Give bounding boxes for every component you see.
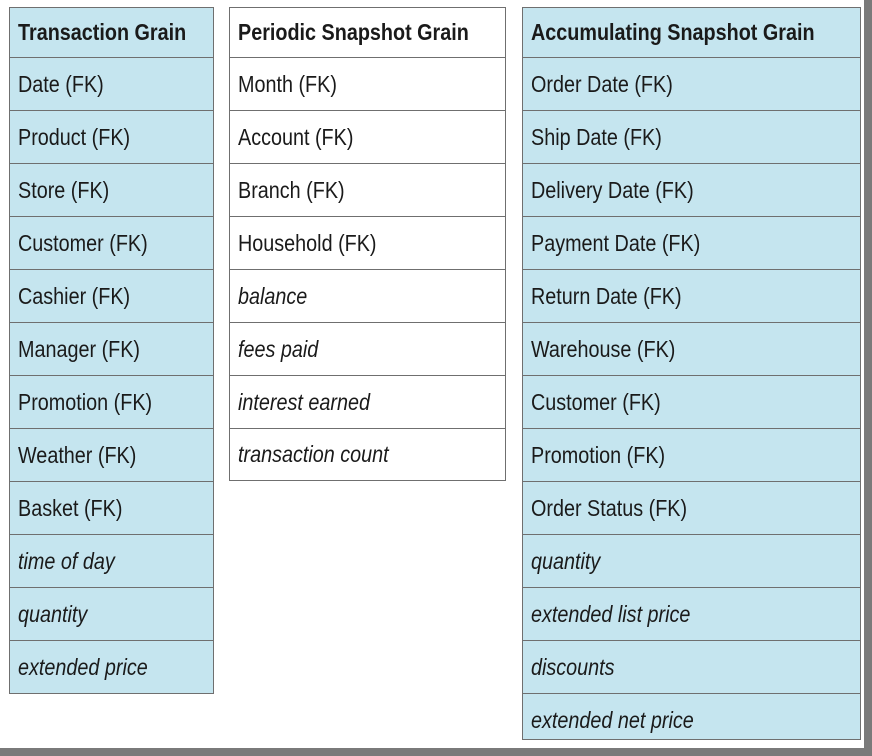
- key-field: Cashier (FK): [10, 270, 213, 323]
- fact-field: interest earned: [230, 376, 505, 429]
- periodic-snapshot-grain-table: [229, 7, 506, 481]
- fact-field: transaction count: [238, 441, 389, 467]
- fact-field: time of day: [10, 535, 213, 588]
- key-field: Household (FK): [230, 217, 505, 270]
- key-field: Date (FK): [10, 58, 213, 111]
- accumulating-snapshot-grain-table: [522, 7, 861, 740]
- key-field: Account (FK): [230, 111, 505, 164]
- key-field: Month (FK): [230, 58, 505, 111]
- key-field: Return Date (FK): [523, 270, 860, 323]
- transaction-grain-table: [9, 7, 214, 694]
- fact-field: quantity: [523, 535, 860, 588]
- key-field: Manager (FK): [10, 323, 213, 376]
- key-field: Order Date (FK): [523, 58, 860, 111]
- key-field: Branch (FK): [230, 164, 505, 217]
- fact-field: extended price: [18, 654, 148, 680]
- fact-field: balance: [230, 270, 505, 323]
- key-field: Weather (FK): [10, 429, 213, 482]
- key-field: Delivery Date (FK): [523, 164, 860, 217]
- key-field: Promotion (FK): [10, 376, 213, 429]
- key-field: Order Status (FK): [523, 482, 860, 535]
- key-field: Warehouse (FK): [523, 323, 860, 376]
- fact-field: discounts: [523, 641, 860, 694]
- fact-field: extended net price: [531, 706, 694, 733]
- table-header: Accumulating Snapshot Grain: [523, 8, 860, 58]
- key-field: Customer (FK): [10, 217, 213, 270]
- key-field: Customer (FK): [523, 376, 860, 429]
- table-header: Periodic Snapshot Grain: [230, 8, 505, 58]
- fact-field: quantity: [10, 588, 213, 641]
- key-field: Payment Date (FK): [523, 217, 860, 270]
- key-field: Basket (FK): [10, 482, 213, 535]
- key-field: Store (FK): [10, 164, 213, 217]
- key-field: Product (FK): [10, 111, 213, 164]
- fact-field: fees paid: [230, 323, 505, 376]
- fact-field: extended list price: [523, 588, 860, 641]
- key-field: Promotion (FK): [523, 429, 860, 482]
- table-header: Transaction Grain: [10, 8, 213, 58]
- key-field: Ship Date (FK): [523, 111, 860, 164]
